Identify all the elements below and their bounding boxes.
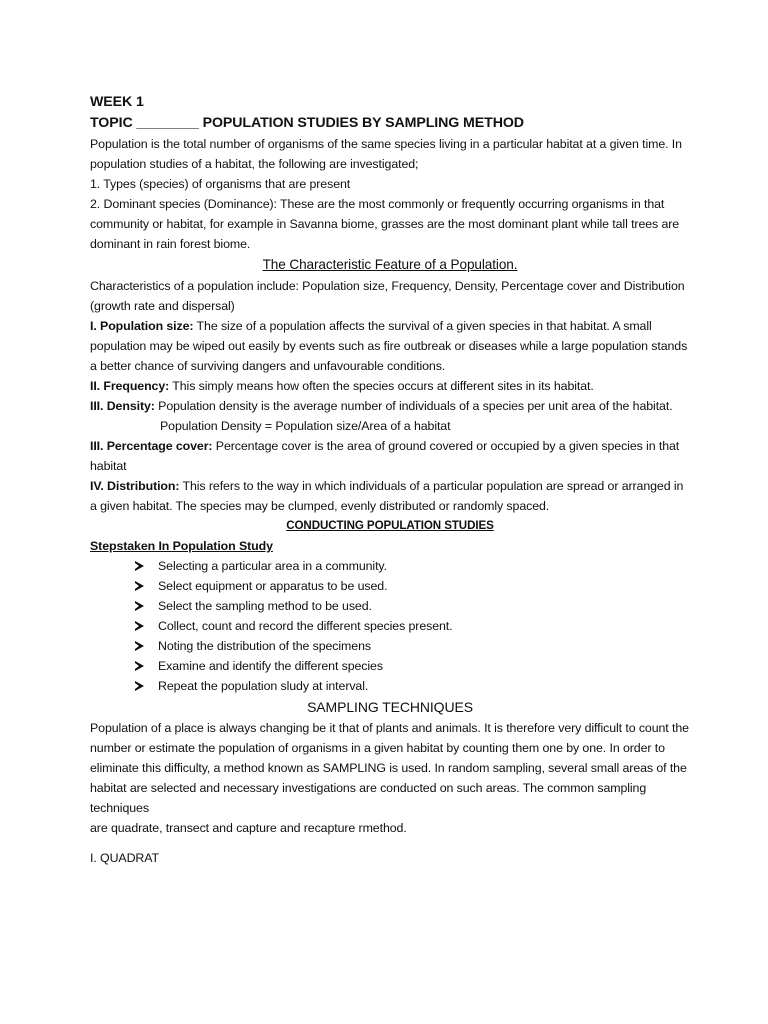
list-item: [135, 656, 690, 676]
step-text: Selecting a particular area in a community.: [158, 559, 387, 573]
quadrat-heading: I. QUADRAT: [90, 851, 159, 865]
conducting-heading: CONDUCTING POPULATION STUDIES: [286, 519, 494, 532]
step-text: Noting the distribution of the specimens: [158, 639, 371, 653]
feature-percentage-cover: [90, 436, 690, 476]
intro-item-2: 2. Dominant species (Dominance): These are the most commonly or frequently occurring organisms in that community or habitat, for example in Savanna biome, grasses are the most dominant plant while tall trees are dominant in rain forest biome.: [90, 197, 680, 251]
arrow-bullet-icon: [135, 661, 144, 671]
feature-frequency: [90, 376, 690, 396]
topic-heading: TOPIC ________ POPULATION STUDIES BY SAMPLING METHOD: [90, 115, 524, 131]
list-item: [135, 676, 690, 696]
feature-label: III. Density:: [90, 399, 155, 413]
document-page: [90, 92, 690, 868]
sampling-heading: SAMPLING TECHNIQUES: [307, 699, 473, 715]
spacer: [90, 838, 690, 848]
feature-population-size: [90, 316, 690, 376]
feature-label: I. Population size:: [90, 319, 194, 333]
features-intro: Characteristics of a population include: Population size, Frequency, Density, Percentage cover and Distribution (growth rate and dispersal): [90, 279, 685, 313]
step-text: Collect, count and record the different species present.: [158, 619, 453, 633]
feature-label: II. Frequency:: [90, 379, 170, 393]
arrow-bullet-icon: [135, 641, 144, 651]
features-heading: The Characteristic Feature of a Population.: [262, 257, 518, 272]
step-text: Examine and identify the different species: [158, 659, 383, 673]
list-item: [135, 596, 690, 616]
feature-density: [90, 396, 690, 416]
arrow-bullet-icon: [135, 601, 144, 611]
arrow-bullet-icon: [135, 681, 144, 691]
feature-text: This simply means how often the species occurs at different sites in its habitat.: [169, 379, 594, 393]
feature-text: This refers to the way in which individuals of a particular population are spread or arranged in a given habitat. The species may be clumped, evenly distributed or randomly spaced.: [90, 479, 684, 513]
step-text: Repeat the population sludy at interval.: [158, 679, 369, 693]
step-text: Select the sampling method to be used.: [158, 599, 372, 613]
list-item: [135, 556, 690, 576]
feature-text: Percentage cover is the area of ground covered or occupied by a given species in that habitat: [90, 439, 680, 473]
arrow-bullet-icon: [135, 621, 144, 631]
sampling-paragraph: Population of a place is always changing be it that of plants and animals. It is therefore very difficult to count the number or estimate the population of organisms in a given habitat by counting them one by one. In order to eliminate this difficulty, a method known as SAMPLING is used. In random sampling, several small areas of the habitat are selected and necessary investigations are conducted on such areas. The common sampling techniques: [90, 721, 689, 815]
list-item: [135, 576, 690, 596]
arrow-bullet-icon: [135, 581, 144, 591]
list-item: [135, 616, 690, 636]
feature-text: Population density is the average number of individuals of a species per unit area of the habitat.: [154, 399, 673, 413]
list-item: [135, 636, 690, 656]
sampling-paragraph-continued: are quadrate, transect and capture and recapture rmethod.: [90, 821, 407, 835]
feature-label: IV. Distribution:: [90, 479, 180, 493]
step-text: Select equipment or apparatus to be used.: [158, 579, 388, 593]
steps-heading: Stepstaken In Population Study: [90, 539, 273, 553]
feature-distribution: [90, 476, 690, 516]
week-heading: WEEK 1: [90, 94, 144, 110]
intro-paragraph: Population is the total number of organisms of the same species living in a particular habitat at a given time. In population studies of a habitat, the following are investigated;: [90, 137, 682, 171]
feature-label: III. Percentage cover:: [90, 439, 213, 453]
arrow-bullet-icon: [135, 561, 144, 571]
steps-list: [90, 556, 690, 696]
density-formula: Population Density = Population size/Area of a habitat: [160, 419, 451, 433]
intro-item-1: 1. Types (species) of organisms that are present: [90, 177, 351, 191]
feature-text: The size of a population affects the survival of a given species in that habitat. A small population may be wiped out easily by events such as fire outbreak or diseases while a large population stands a better chance of surviving dangers and unfavourable conditions.: [90, 319, 688, 373]
